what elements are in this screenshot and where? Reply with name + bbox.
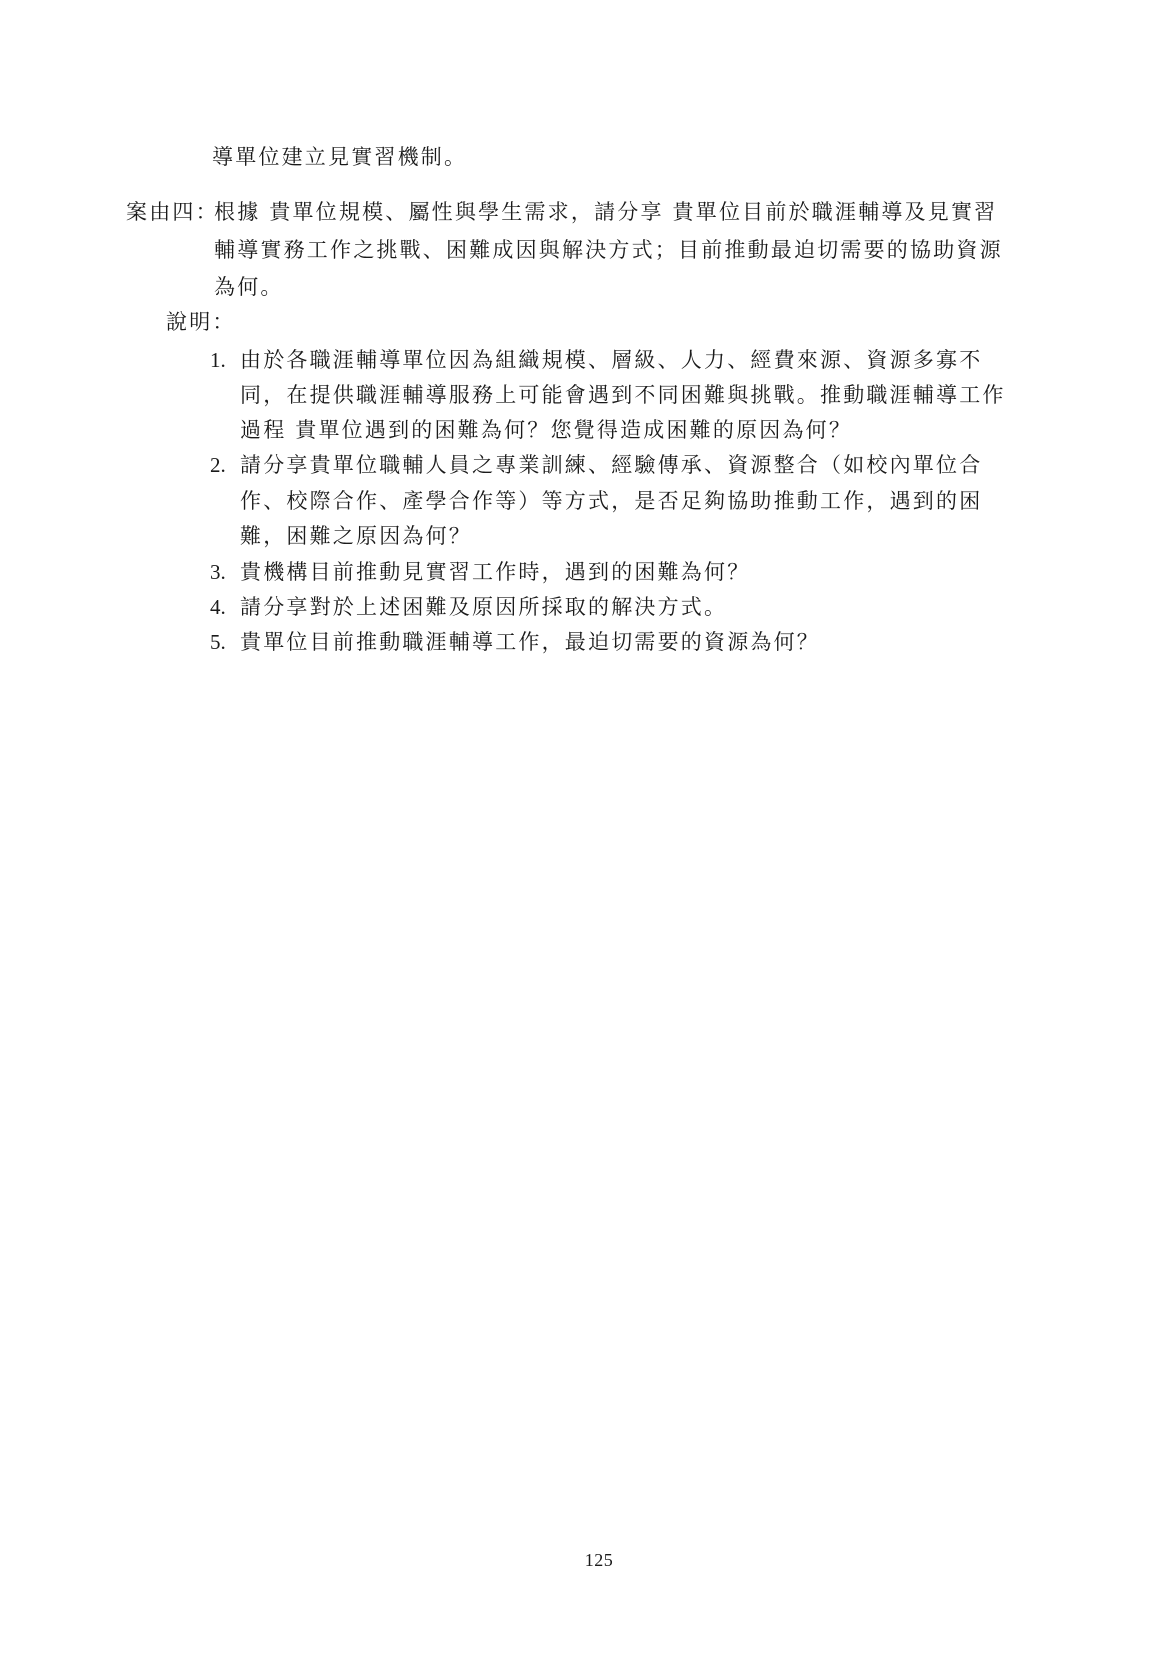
item-line: 過程 貴單位遇到的困難為何？您覺得造成困難的原因為何？ bbox=[240, 418, 853, 442]
case-line: 輔導實務工作之挑戰、困難成因與解決方式；目前推動最迫切需要的協助資源 bbox=[214, 238, 1003, 262]
case-line: 為何。 bbox=[214, 275, 284, 299]
item-number: 2. bbox=[210, 453, 226, 477]
item-line: 同，在提供職涯輔導服務上可能會遇到不同困難與挑戰。推動職涯輔導工作 bbox=[240, 383, 1006, 407]
case-line: 根據 貴單位規模、屬性與學生需求，請分享 貴單位目前於職涯輔導及見實習 bbox=[214, 200, 998, 224]
item-line: 難，困難之原因為何？ bbox=[240, 524, 472, 548]
explanation-label: 說明： bbox=[166, 310, 236, 334]
item-line: 請分享對於上述困難及原因所採取的解決方式。 bbox=[240, 595, 728, 619]
item-number: 1. bbox=[210, 348, 226, 372]
item-line: 作、校際合作、產學合作等）等方式，是否足夠協助推動工作，遇到的困 bbox=[240, 489, 983, 513]
case-label: 案由四： bbox=[126, 200, 219, 224]
item-number: 3. bbox=[210, 560, 226, 584]
item-line: 請分享貴單位職輔人員之專業訓練、經驗傳承、資源整合（如校內單位合 bbox=[240, 453, 983, 477]
item-number: 4. bbox=[210, 595, 226, 619]
item-number: 5. bbox=[210, 630, 226, 654]
item-line: 貴機構目前推動見實習工作時，遇到的困難為何？ bbox=[240, 560, 751, 584]
item-line: 由於各職涯輔導單位因為組織規模、層級、人力、經費來源、資源多寡不 bbox=[240, 348, 983, 372]
item-line: 貴單位目前推動職涯輔導工作，最迫切需要的資源為何？ bbox=[240, 630, 820, 654]
page-number: 125 bbox=[584, 1550, 614, 1570]
continuation-text: 導單位建立見實習機制。 bbox=[212, 145, 468, 169]
